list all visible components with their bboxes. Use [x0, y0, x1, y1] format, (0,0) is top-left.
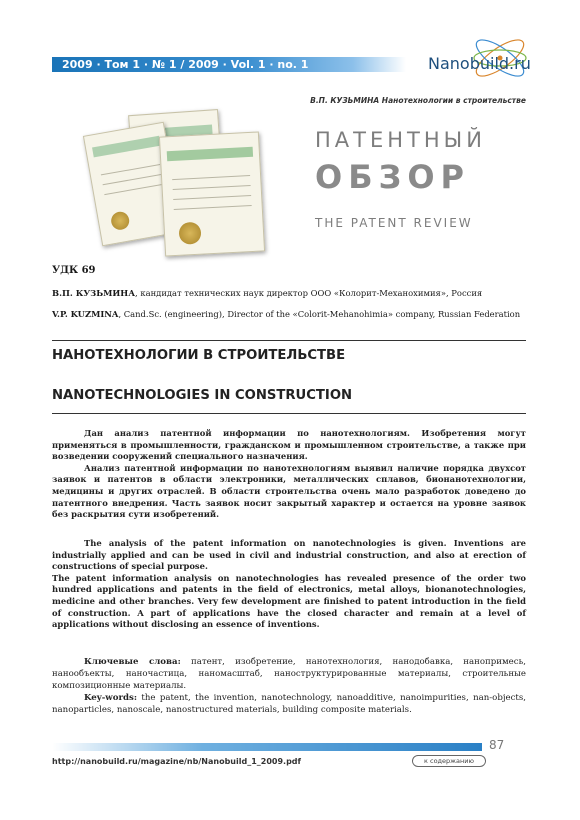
section-title-en: THE PATENT REVIEW — [315, 216, 473, 230]
divider-top — [52, 340, 526, 341]
contents-button[interactable]: к содержанию — [412, 755, 486, 767]
patent-certificates-image — [92, 112, 282, 254]
keywords-ru — [52, 656, 526, 692]
keywords-en-label: Key-words: — [84, 693, 137, 703]
udk-code: УДК 69 — [52, 265, 96, 276]
divider-bottom — [52, 413, 526, 414]
author-ru-name: В.П. КУЗЬМИНА — [52, 288, 136, 298]
footer-bar — [52, 743, 482, 751]
running-header: В.П. КУЗЬМИНА Нанотехнологии в строительстве — [310, 96, 526, 105]
abstract-ru — [52, 428, 526, 521]
keywords-ru-label: Ключевые слова: — [84, 657, 181, 667]
author-ru-affiliation: , кандидат технических наук директор ООО «Колорит-Механохимия», Россия — [135, 288, 483, 298]
keywords-block — [52, 656, 526, 716]
author-en-affiliation: , Cand.Sc. (engineering), Director of the «Colorit-Mehanohimia» company, Russian Federation — [118, 309, 521, 319]
certificate-front — [159, 131, 265, 256]
keywords-ru-text: патент, изобретение, нанотехнология, нанодобавка, нанопримесь, нанообъекты, наночастица, наномасштаб, наноструктурированные материалы, строительные композиционные материалы. — [52, 657, 526, 691]
abstract-en — [52, 538, 526, 631]
keywords-en-text: the patent, the invention, nanotechnology, nanoadditive, nanoimpurities, nan-objects, nanoparticles, nanoscale, nanostructured materials, building composite materials. — [52, 693, 526, 715]
logo-text: Nanobuild.ru — [428, 54, 531, 73]
article-title-en: NANOTECHNOLOGIES IN CONSTRUCTION — [52, 388, 353, 403]
author-en-name: V.P. KUZMINA — [52, 309, 119, 319]
abstract-ru-paragraph: Анализ патентной информации по нанотехнологиям выявил наличие порядка двухсот заявок и патентов в области электроники, металлических сплавов, бионанотехнологии, медицины и других отраслей. В области строительства очень мало разработок доведено до патентного внедрения. Часть заявок носит закрытый характер и остается на уровне заявок без раскрытия сути изобретений. — [52, 462, 526, 520]
abstract-ru-paragraph: Дан анализ патентной информации по нанотехнологиям. Изобретения могут применяться в промышленности, гражданском и промышленном строительстве, а также при возведении сооружений специального назначения. — [52, 428, 526, 462]
abstract-en-paragraph: The patent information analysis on nanotechnologies has revealed presence of the order two hundred applications and patents in the field of electronics, metal alloys, bionanotechnologies, medicine and other branches. Very few development are finished to patent introduction in the field of construction. A part of applications have the closed character and remain at a level of applications without disclosing an essence of inventions. — [52, 572, 526, 630]
abstract-en-paragraph: The analysis of the patent information on nanotechnologies is given. Inventions are industrially applied and can be used in civil and industrial construction, and also at erection of constructions of special purpose. — [52, 538, 526, 572]
section-title-line2: ОБЗОР — [315, 158, 470, 196]
author-en — [52, 308, 532, 320]
nanobuild-logo[interactable] — [428, 28, 538, 88]
author-ru — [52, 287, 532, 299]
page-number: 87 — [489, 738, 505, 752]
pdf-link[interactable]: http://nanobuild.ru/magazine/nb/Nanobuild_1_2009.pdf — [52, 757, 301, 766]
section-title-line1: ПАТЕНТНЫЙ — [315, 128, 486, 152]
keywords-en — [52, 692, 526, 716]
article-title-ru: НАНОТЕХНОЛОГИИ В СТРОИТЕЛЬСТВЕ — [52, 348, 346, 363]
issue-banner: 2009 · Том 1 · № 1 / 2009 · Vol. 1 · no. 1 — [52, 57, 406, 72]
